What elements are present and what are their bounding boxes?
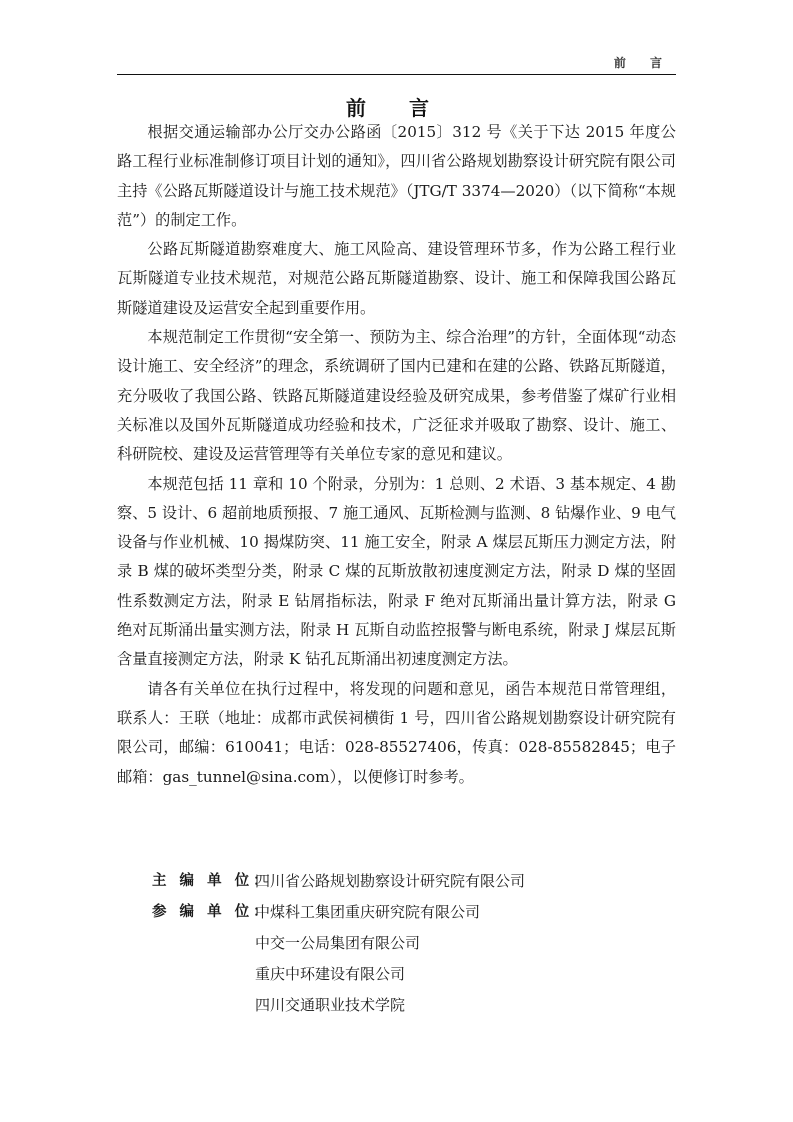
paragraph-contents: 本规范包括 11 章和 10 个附录，分别为：1 总则、2 术语、3 基本规定、4 勘察、5 设计、6 超前地质预报、7 施工通风、瓦斯检测与监测、8 钻爆作业、9 电气设备与作业机械、10 揭煤防突、11 施工安全，附录 A 煤层瓦斯压力测定方法，附录 B 煤的破坏类型分类，附录 C 煤的瓦斯放散初速度测定方法，附录 D 煤的坚固性系数测定方法，附录 E 钻屑指标法，附录 F 绝对瓦斯涌出量计算方法，附录 G 绝对瓦斯涌出量实测方法，附录 H 瓦斯自动监控报警与断电系统，附录 J 煤层瓦斯含量直接测定方法，附录 K 钻孔瓦斯涌出初速度测定方法。 bbox=[117, 474, 676, 669]
chief-editor-row bbox=[152, 866, 692, 897]
page-title: 前 言 bbox=[346, 96, 447, 120]
compiling-units bbox=[152, 866, 692, 1021]
participant-unit: 中交一公局集团有限公司 bbox=[255, 934, 421, 952]
participant-unit: 中煤科工集团重庆研究院有限公司 bbox=[255, 903, 481, 921]
preface-body bbox=[117, 118, 676, 792]
participant-row bbox=[152, 897, 692, 1021]
paragraph-significance: 公路瓦斯隧道勘察难度大、施工风险高、建设管理环节多，作为公路工程行业瓦斯隧道专业技术规范，对规范公路瓦斯隧道勘察、设计、施工和保障我国公路瓦斯隧道建设及运营安全起到重要作用。 bbox=[117, 240, 676, 317]
participant-unit: 四川交通职业技术学院 bbox=[255, 996, 406, 1014]
chief-editor-unit: 四川省公路规划勘察设计研究院有限公司 bbox=[255, 872, 526, 890]
chief-editor-label: 主 编 单 位： bbox=[152, 873, 272, 889]
participant-label: 参 编 单 位： bbox=[152, 904, 272, 920]
paragraph-principles: 本规范制定工作贯彻“安全第一、预防为主、综合治理”的方针，全面体现“动态设计施工、安全经济”的理念，系统调研了国内已建和在建的公路、铁路瓦斯隧道，充分吸收了我国公路、铁路瓦斯隧道建设经验及研究成果，参考借鉴了煤矿行业相关标准以及国外瓦斯隧道成功经验和技术，广泛征求并吸取了勘察、设计、施工、科研院校、建设及运营管理等有关单位专家的意见和建议。 bbox=[117, 328, 676, 464]
running-header bbox=[117, 52, 676, 75]
running-header-title: 前 言 bbox=[613, 56, 672, 70]
paragraph-contact: 请各有关单位在执行过程中，将发现的问题和意见，函告本规范日常管理组，联系人：王联（地址：成都市武侯祠横街 1 号，四川省公路规划勘察设计研究院有限公司，邮编：610041；电话：028-85527406，传真：028-85582845；电子邮箱：gas_tunnel@sina.com），以便修订时参考。 bbox=[117, 679, 676, 786]
participant-unit: 重庆中环建设有限公司 bbox=[255, 965, 406, 983]
paragraph-mandate: 根据交通运输部办公厅交办公路函〔2015〕312 号《关于下达 2015 年度公路工程行业标准制修订项目计划的通知》，四川省公路规划勘察设计研究院有限公司主持《公路瓦斯隧道设计与施工技术规范》（JTG/T 3374—2020）（以下简称“本规范”）的制定工作。 bbox=[117, 123, 676, 229]
